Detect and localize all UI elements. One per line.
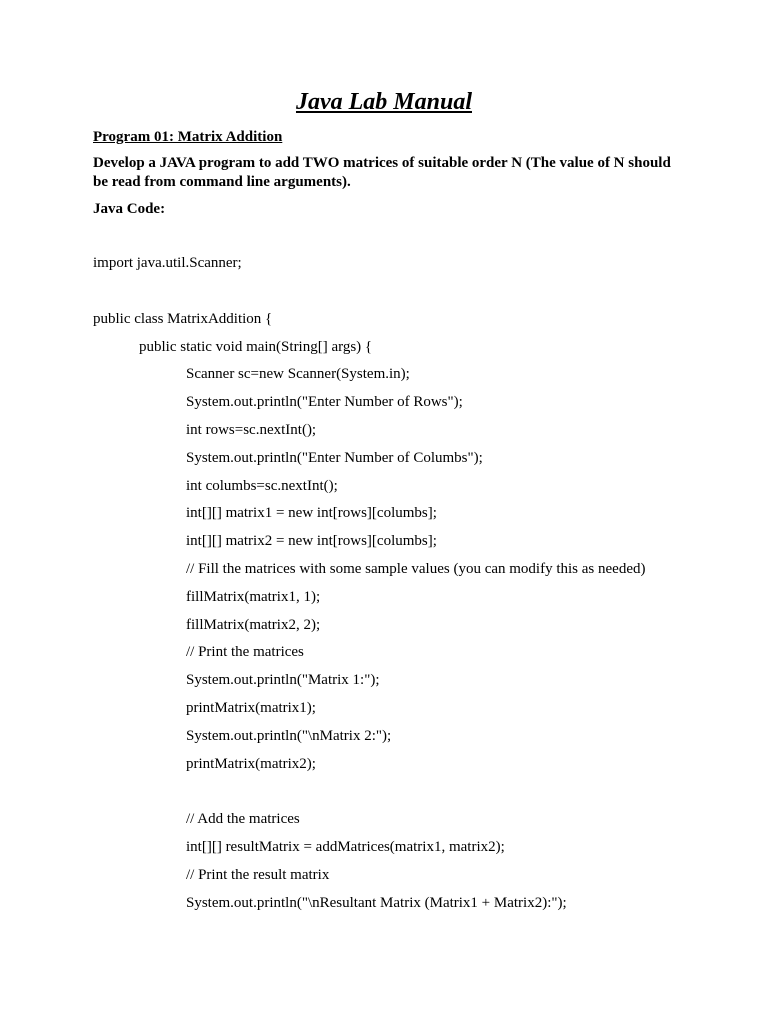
code-line: public class MatrixAddition { <box>93 311 273 327</box>
code-line: System.out.println("Enter Number of Columbs"); <box>186 450 483 466</box>
code-line: int[][] matrix2 = new int[rows][columbs]; <box>186 533 437 549</box>
code-line: // Fill the matrices with some sample values (you can modify this as needed) <box>186 561 646 577</box>
document-title: Java Lab Manual <box>295 89 472 115</box>
code-line: fillMatrix(matrix2, 2); <box>186 617 321 633</box>
code-line: int[][] matrix1 = new int[rows][columbs]; <box>186 505 437 521</box>
code-line: System.out.println("\nMatrix 2:"); <box>186 728 392 744</box>
code-line: int[][] resultMatrix = addMatrices(matrix1, matrix2); <box>186 839 505 855</box>
code-line: Scanner sc=new Scanner(System.in); <box>186 366 410 382</box>
code-line: System.out.println("Enter Number of Rows"); <box>186 394 463 410</box>
program-heading: Program 01: Matrix Addition <box>93 129 283 145</box>
task-description: Develop a JAVA program to add TWO matrices of suitable order N (The value of N should be read from command line arguments). <box>93 155 671 190</box>
code-line: printMatrix(matrix2); <box>186 756 316 772</box>
code-line: // Print the result matrix <box>186 867 330 883</box>
code-label: Java Code: <box>93 201 166 217</box>
code-line: import java.util.Scanner; <box>93 255 242 271</box>
code-line: int rows=sc.nextInt(); <box>186 422 317 438</box>
code-line: int columbs=sc.nextInt(); <box>186 478 338 494</box>
code-line: System.out.println("\nResultant Matrix (Matrix1 + Matrix2):"); <box>186 895 567 911</box>
code-line: // Add the matrices <box>186 811 300 827</box>
code-line: printMatrix(matrix1); <box>186 700 316 716</box>
code-line: public static void main(String[] args) { <box>139 339 373 355</box>
code-line: fillMatrix(matrix1, 1); <box>186 589 321 605</box>
code-line: System.out.println("Matrix 1:"); <box>186 672 380 688</box>
code-line: // Print the matrices <box>186 644 304 660</box>
